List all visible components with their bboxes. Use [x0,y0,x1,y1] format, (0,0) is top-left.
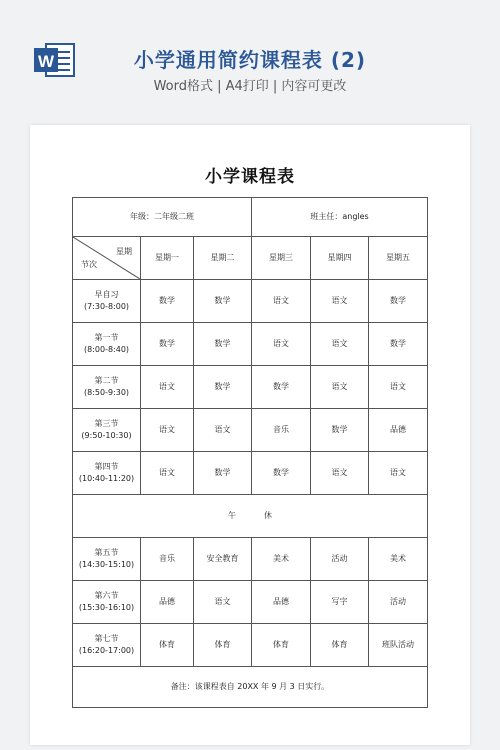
period-cell [73,452,141,495]
day-header-2: 星期二 [194,237,252,280]
subject-cell: 语文 [141,366,194,409]
period-time: (16:20-17:00) [78,646,135,655]
subject-cell: 安全教育 [194,538,252,581]
subject-cell: 品德 [252,581,311,624]
period-cell [73,624,141,667]
period-name: 第三节 [94,419,119,428]
subject-cell: 体育 [141,624,194,667]
period-cell [73,280,141,323]
period-cell [73,366,141,409]
table-row [73,538,428,581]
day-header-1: 星期一 [141,237,194,280]
corner-section-label: 节次 [81,260,97,269]
table-row [73,366,428,409]
lunch-row [73,495,428,538]
subject-cell: 音乐 [252,409,311,452]
subject-cell: 班队活动 [369,624,428,667]
period-time: (8:50-9:30) [83,388,130,397]
period-name: 第五节 [94,548,119,557]
period-time: (15:30-16:10) [78,603,135,612]
period-name: 第七节 [94,634,119,643]
page-header [0,0,500,110]
subject-cell: 写字 [311,581,369,624]
page-subtitle: Word格式 | A4打印 | 内容可更改 [153,79,347,94]
subject-cell: 数学 [369,280,428,323]
subject-cell: 数学 [252,366,311,409]
period-name: 第四节 [94,462,119,471]
subject-cell: 语文 [194,409,252,452]
subject-cell: 数学 [194,366,252,409]
subject-cell: 语文 [311,366,369,409]
period-cell [73,323,141,366]
subject-cell: 语文 [311,452,369,495]
period-time: (7:30-8:00) [83,302,130,311]
period-cell [73,538,141,581]
page-title: 小学通用简约课程表 (2) [133,48,367,72]
period-time: (14:30-15:10) [78,560,135,569]
subject-cell: 数学 [141,323,194,366]
subject-cell: 数学 [194,452,252,495]
table-row [73,323,428,366]
subject-cell: 语文 [369,366,428,409]
subject-cell: 品德 [369,409,428,452]
day-header-3: 星期三 [252,237,311,280]
subject-cell: 体育 [311,624,369,667]
lunch-label-b: 休 [264,511,273,520]
subject-cell: 美术 [252,538,311,581]
subject-cell: 活动 [369,581,428,624]
subject-cell: 体育 [252,624,311,667]
period-name: 早自习 [94,290,119,299]
subject-cell: 语文 [141,409,194,452]
note-row [73,667,428,708]
period-cell [73,581,141,624]
period-name: 第二节 [94,376,119,385]
table-row [73,581,428,624]
lunch-cell [73,495,428,538]
subject-cell: 美术 [369,538,428,581]
subject-cell: 语文 [369,452,428,495]
table-row [73,198,428,237]
document-title: 小学课程表 [205,167,295,187]
subject-cell: 品德 [141,581,194,624]
period-name: 第六节 [94,591,119,600]
day-header-row [73,237,428,280]
period-time: (10:40-11:20) [78,474,135,483]
day-header-4: 星期四 [311,237,369,280]
subject-cell: 数学 [194,323,252,366]
schedule-table [72,197,428,708]
subject-cell: 语文 [141,452,194,495]
subject-cell: 活动 [311,538,369,581]
subject-cell: 音乐 [141,538,194,581]
day-header-5: 星期五 [369,237,428,280]
corner-week-label: 星期 [116,247,132,256]
subject-cell: 语文 [311,280,369,323]
svg-text:W: W [37,52,55,71]
subject-cell: 语文 [252,280,311,323]
table-row [73,452,428,495]
period-cell [73,409,141,452]
period-time: (9:50-10:30) [81,431,132,440]
teacher-cell: 班主任：angles [252,198,428,237]
corner-cell [73,237,141,280]
period-name: 第一节 [94,333,119,342]
subject-cell: 语文 [311,323,369,366]
table-row [73,280,428,323]
note-cell: 备注：该课程表自 20XX 年 9 月 3 日实行。 [73,667,428,708]
subject-cell: 数学 [141,280,194,323]
subject-cell: 数学 [369,323,428,366]
subject-cell: 数学 [252,452,311,495]
table-row [73,624,428,667]
subject-cell: 数学 [194,280,252,323]
lunch-label-a: 午 [228,511,237,520]
subject-cell: 语文 [252,323,311,366]
subject-cell: 体育 [194,624,252,667]
diagonal-line [73,237,140,279]
table-row [73,409,428,452]
period-time: (8:00-8:40) [83,345,130,354]
grade-cell: 年级：二年级二班 [73,198,252,237]
subject-cell: 数学 [311,409,369,452]
subject-cell: 语文 [194,581,252,624]
